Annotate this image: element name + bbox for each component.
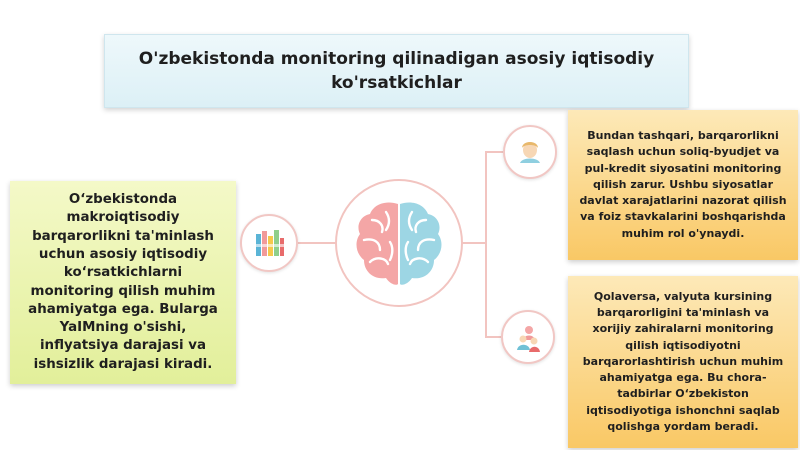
title-text: O'zbekistonda monitoring qilinadigan asosiy iqtisodiy ko'rsatkichlar xyxy=(138,49,655,93)
right-bottom-text-box xyxy=(568,276,798,448)
brain-icon xyxy=(346,190,452,296)
bar-chart-icon xyxy=(242,216,296,270)
right-top-text: Bundan tashqari, barqarorlikni saqlash uchun soliq-byudjet va pul-kredit siyosatini monitoring qilish zarur. Ushbu siyosatlar davlat xarajatlarini nazorat qilish va foiz stavkalarini boshqarishda muhim rol o'ynaydi. xyxy=(579,128,787,240)
left-icon-node xyxy=(240,214,298,272)
right-top-text-box xyxy=(568,110,798,260)
people-icon xyxy=(503,312,553,362)
diagram-title xyxy=(104,34,689,108)
right-top-icon-node xyxy=(503,125,557,179)
right-bottom-icon-node xyxy=(501,310,555,364)
left-text: O‘zbekistonda makroiqtisodiy barqarorlikni ta'minlash uchun asosiy iqtisodiy ko‘rsatkichlarni monitoring qilish muhim ahamiyatga ega. Bularga YaIMning o'sishi, inflyatsiya darajasi va ishsizlik darajasi kiradi. xyxy=(28,192,218,372)
left-text-box xyxy=(10,181,236,384)
right-bottom-text: Qolaversa, valyuta kursining barqarorligini ta'minlash va xorijiy zahiralarni monitoring qilish iqtisodiyotni barqarorlashtirish uchun muhim ahamiyatga ega. Bu chora-tadbirlar O‘zbekiston iqtisodiyotiga ishonchni saqlab qolishga yordam beradi. xyxy=(582,289,784,434)
person-icon xyxy=(505,127,555,177)
